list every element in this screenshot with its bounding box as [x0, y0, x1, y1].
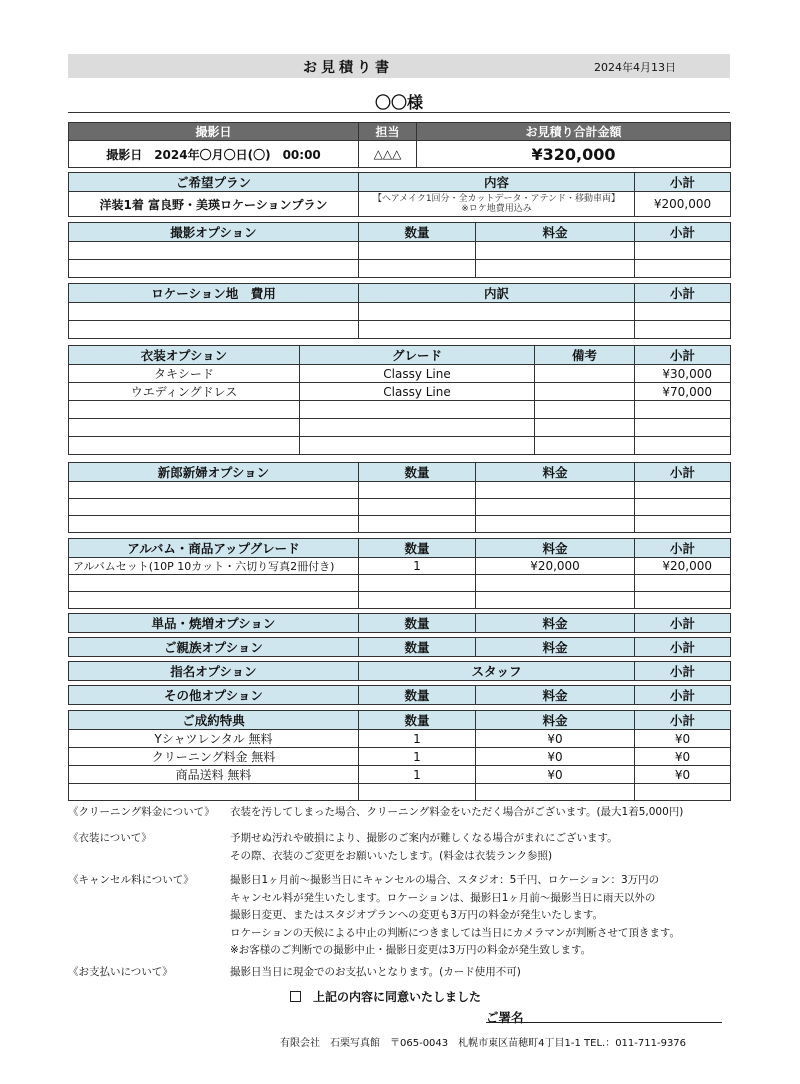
empty-cell: [635, 784, 731, 801]
note-label: 《クリーニング料金について》: [68, 806, 215, 818]
header-subtotal: 小計: [635, 346, 731, 365]
note-line: 撮影日変更、またはスタジオプランへの変更も3万円の料金が発生いたします。: [230, 909, 604, 922]
empty-cell: [69, 321, 359, 339]
header-qty: 数量: [359, 711, 476, 730]
costume-grade: Classy Line: [300, 383, 535, 401]
plan-content-line1: 【ヘアメイク1回分・全カットデータ・アテンド・移動車両】: [372, 194, 621, 204]
empty-cell: [300, 401, 535, 419]
benefit-qty: 1: [359, 748, 476, 766]
header-subtotal: 小計: [635, 614, 731, 633]
empty-cell: [635, 242, 731, 260]
signature-label: ご署名: [486, 1010, 524, 1025]
empty-cell: [635, 419, 731, 437]
empty-cell: [635, 303, 731, 321]
signature-line[interactable]: [486, 1022, 722, 1023]
header-couple-option: 新郎新婦オプション: [69, 463, 359, 482]
table-row: [69, 383, 731, 401]
header-qty: 数量: [359, 539, 476, 558]
header-remarks: 備考: [535, 346, 635, 365]
nomination-table: [68, 661, 731, 681]
customer-name: 〇〇様: [374, 93, 423, 112]
benefit-subtotal: ¥0: [635, 766, 731, 784]
header-other-option: その他オプション: [69, 686, 359, 705]
benefit-price: ¥0: [476, 748, 635, 766]
empty-cell: [359, 482, 476, 499]
empty-cell: [476, 499, 635, 516]
header-qty: 数量: [359, 463, 476, 482]
costume-name: タキシード: [69, 365, 300, 383]
header-divider: [68, 112, 730, 113]
header-shoot-date: 撮影日: [69, 123, 359, 141]
benefit-qty: 1: [359, 730, 476, 748]
note-label: 《衣装について》: [68, 832, 152, 844]
benefit-subtotal: ¥0: [635, 730, 731, 748]
header-price: 料金: [476, 539, 635, 558]
empty-cell: [635, 575, 731, 592]
other-option-table: [68, 685, 731, 705]
note-text: [230, 804, 683, 822]
note-label: 《お支払いについて》: [68, 966, 173, 978]
costume-note: [535, 365, 635, 383]
benefits-table: [68, 710, 731, 801]
single-option-table: [68, 613, 731, 633]
album-subtotal: ¥20,000: [635, 558, 731, 575]
total-amount: ¥320,000: [417, 141, 731, 168]
empty-cell: [476, 242, 635, 260]
costume-subtotal: ¥30,000: [635, 365, 731, 383]
header-price: 料金: [476, 711, 635, 730]
album-name: アルバムセット(10P 10カット・六切り写真2冊付き): [69, 558, 359, 575]
header-family-option: ご親族オプション: [69, 638, 359, 657]
empty-cell: [359, 499, 476, 516]
note-line: ※お客様のご判断での撮影中止・撮影日変更は3万円の料金が発生致します。: [230, 944, 592, 957]
header-location: ロケーション地 費用: [69, 284, 359, 303]
note-line: その際、衣装のご変更をお願いいたします。(料金は衣装ランク参照): [230, 849, 553, 862]
empty-cell: [69, 303, 359, 321]
header-plan: ご希望プラン: [69, 173, 359, 192]
empty-cell: [69, 401, 300, 419]
header-album: アルバム・商品アップグレード: [69, 539, 359, 558]
agreement-checkbox[interactable]: [290, 991, 301, 1002]
table-row: [69, 766, 731, 784]
agreement-text: 上記の内容に同意いたしました: [313, 990, 482, 1004]
header-subtotal: 小計: [635, 662, 731, 681]
benefit-name: Yシャツレンタル 無料: [69, 730, 359, 748]
empty-cell: [69, 499, 359, 516]
empty-cell: [476, 482, 635, 499]
header-qty: 数量: [359, 686, 476, 705]
header-subtotal: 小計: [635, 711, 731, 730]
table-row: [69, 748, 731, 766]
empty-cell: [635, 499, 731, 516]
header-subtotal: 小計: [635, 638, 731, 657]
benefit-qty: 1: [359, 766, 476, 784]
summary-table: [68, 122, 731, 168]
empty-cell: [69, 784, 359, 801]
company-footer: 有限会社 石栗写真館 〒065-0043 札幌市東区苗穂町4丁目1-1 TEL.：011-711-9376: [280, 1038, 687, 1049]
empty-cell: [300, 419, 535, 437]
album-qty: 1: [359, 558, 476, 575]
plan-table: [68, 172, 731, 217]
empty-cell: [69, 592, 359, 609]
benefit-name: 商品送料 無料: [69, 766, 359, 784]
album-price: ¥20,000: [476, 558, 635, 575]
header-grade: グレード: [300, 346, 535, 365]
note-line: 衣装を汚してしまった場合、クリーニング料金をいただく場合がございます。(最大1着5,000円): [230, 806, 684, 818]
table-row: [69, 365, 731, 383]
photo-option-table: [68, 222, 731, 278]
header-qty: 数量: [359, 223, 476, 242]
empty-cell: [69, 242, 359, 260]
header-nomination: 指名オプション: [69, 662, 359, 681]
empty-cell: [476, 784, 635, 801]
empty-cell: [635, 401, 731, 419]
note-line: 予期せぬ汚れや破損により、撮影のご案内が難しくなる場合がまれにございます。: [230, 832, 618, 844]
empty-cell: [535, 401, 635, 419]
plan-content: [359, 192, 635, 217]
costume-table: [68, 345, 731, 455]
empty-cell: [635, 260, 731, 278]
header-photo-option: 撮影オプション: [69, 223, 359, 242]
empty-cell: [359, 303, 635, 321]
note-line: ロケーションの天候による中止の判断につきましては当日にカメラマンが判断させて頂きます。: [230, 926, 681, 939]
header-total: お見積り合計金額: [417, 123, 731, 141]
costume-note: [535, 383, 635, 401]
costume-name: ウエディングドレス: [69, 383, 300, 401]
family-option-table: [68, 637, 731, 657]
header-benefits: ご成約特典: [69, 711, 359, 730]
empty-cell: [535, 419, 635, 437]
empty-cell: [476, 575, 635, 592]
note-line: 撮影日当日に現金でのお支払いとなります。(カード使用不可): [230, 966, 521, 978]
benefit-price: ¥0: [476, 730, 635, 748]
plan-content-line2: ※ロケ地費用込み: [461, 204, 532, 214]
title-bar: [68, 54, 730, 78]
header-breakdown: 内訳: [359, 284, 635, 303]
header-price: 料金: [476, 463, 635, 482]
header-price: 料金: [476, 223, 635, 242]
couple-option-table: [68, 462, 731, 533]
note-line: 撮影日1ヶ月前～撮影当日にキャンセルの場合、スタジオ：5千円、ロケーション：3万円の: [230, 874, 660, 886]
plan-subtotal: ¥200,000: [635, 192, 731, 217]
header-subtotal: 小計: [635, 539, 731, 558]
header-subtotal: 小計: [635, 223, 731, 242]
header-subtotal: 小計: [635, 173, 731, 192]
empty-cell: [476, 516, 635, 533]
header-qty: 数量: [359, 638, 476, 657]
empty-cell: [635, 437, 731, 455]
shoot-date-value: 撮影日 2024年〇月〇日(〇) 00:00: [69, 141, 359, 168]
empty-cell: [69, 575, 359, 592]
table-row: [69, 730, 731, 748]
empty-cell: [635, 321, 731, 339]
note-text: [230, 964, 521, 982]
empty-cell: [359, 260, 476, 278]
empty-cell: [476, 592, 635, 609]
header-price: 料金: [476, 614, 635, 633]
agreement: [290, 988, 481, 1005]
empty-cell: [300, 437, 535, 455]
empty-cell: [535, 437, 635, 455]
empty-cell: [359, 784, 476, 801]
header-price: 料金: [476, 638, 635, 657]
header-staff: 担当: [359, 123, 417, 141]
document-title: お見積り書: [303, 60, 393, 76]
benefit-name: クリーニング料金 無料: [69, 748, 359, 766]
benefit-price: ¥0: [476, 766, 635, 784]
header-subtotal: 小計: [635, 463, 731, 482]
note-line: キャンセル料が発生いたします。ロケーションは、撮影日1ヶ月前～撮影当日に雨天以外の: [230, 891, 656, 904]
header-staff: スタッフ: [359, 662, 635, 681]
note-label: 《キャンセル料について》: [68, 874, 194, 886]
table-row: [69, 558, 731, 575]
header-price: 料金: [476, 686, 635, 705]
empty-cell: [635, 592, 731, 609]
plan-name: 洋装1着 富良野・美瑛ロケーションプラン: [69, 192, 359, 217]
empty-cell: [359, 575, 476, 592]
staff-value: △△△: [359, 141, 417, 168]
header-qty: 数量: [359, 614, 476, 633]
empty-cell: [69, 437, 300, 455]
note-text: [230, 830, 618, 865]
empty-cell: [359, 321, 635, 339]
empty-cell: [635, 516, 731, 533]
empty-cell: [69, 260, 359, 278]
issue-date: 2024年4月13日: [594, 61, 676, 74]
empty-cell: [359, 592, 476, 609]
header-subtotal: 小計: [635, 686, 731, 705]
empty-cell: [69, 516, 359, 533]
costume-subtotal: ¥70,000: [635, 383, 731, 401]
note-text: [230, 872, 680, 960]
empty-cell: [476, 260, 635, 278]
empty-cell: [635, 482, 731, 499]
empty-cell: [359, 516, 476, 533]
header-single-option: 単品・焼増オプション: [69, 614, 359, 633]
empty-cell: [69, 482, 359, 499]
header-costume: 衣装オプション: [69, 346, 300, 365]
costume-grade: Classy Line: [300, 365, 535, 383]
header-subtotal: 小計: [635, 284, 731, 303]
empty-cell: [69, 419, 300, 437]
location-table: [68, 283, 731, 339]
album-table: [68, 538, 731, 609]
header-content: 内容: [359, 173, 635, 192]
empty-cell: [359, 242, 476, 260]
benefit-subtotal: ¥0: [635, 748, 731, 766]
